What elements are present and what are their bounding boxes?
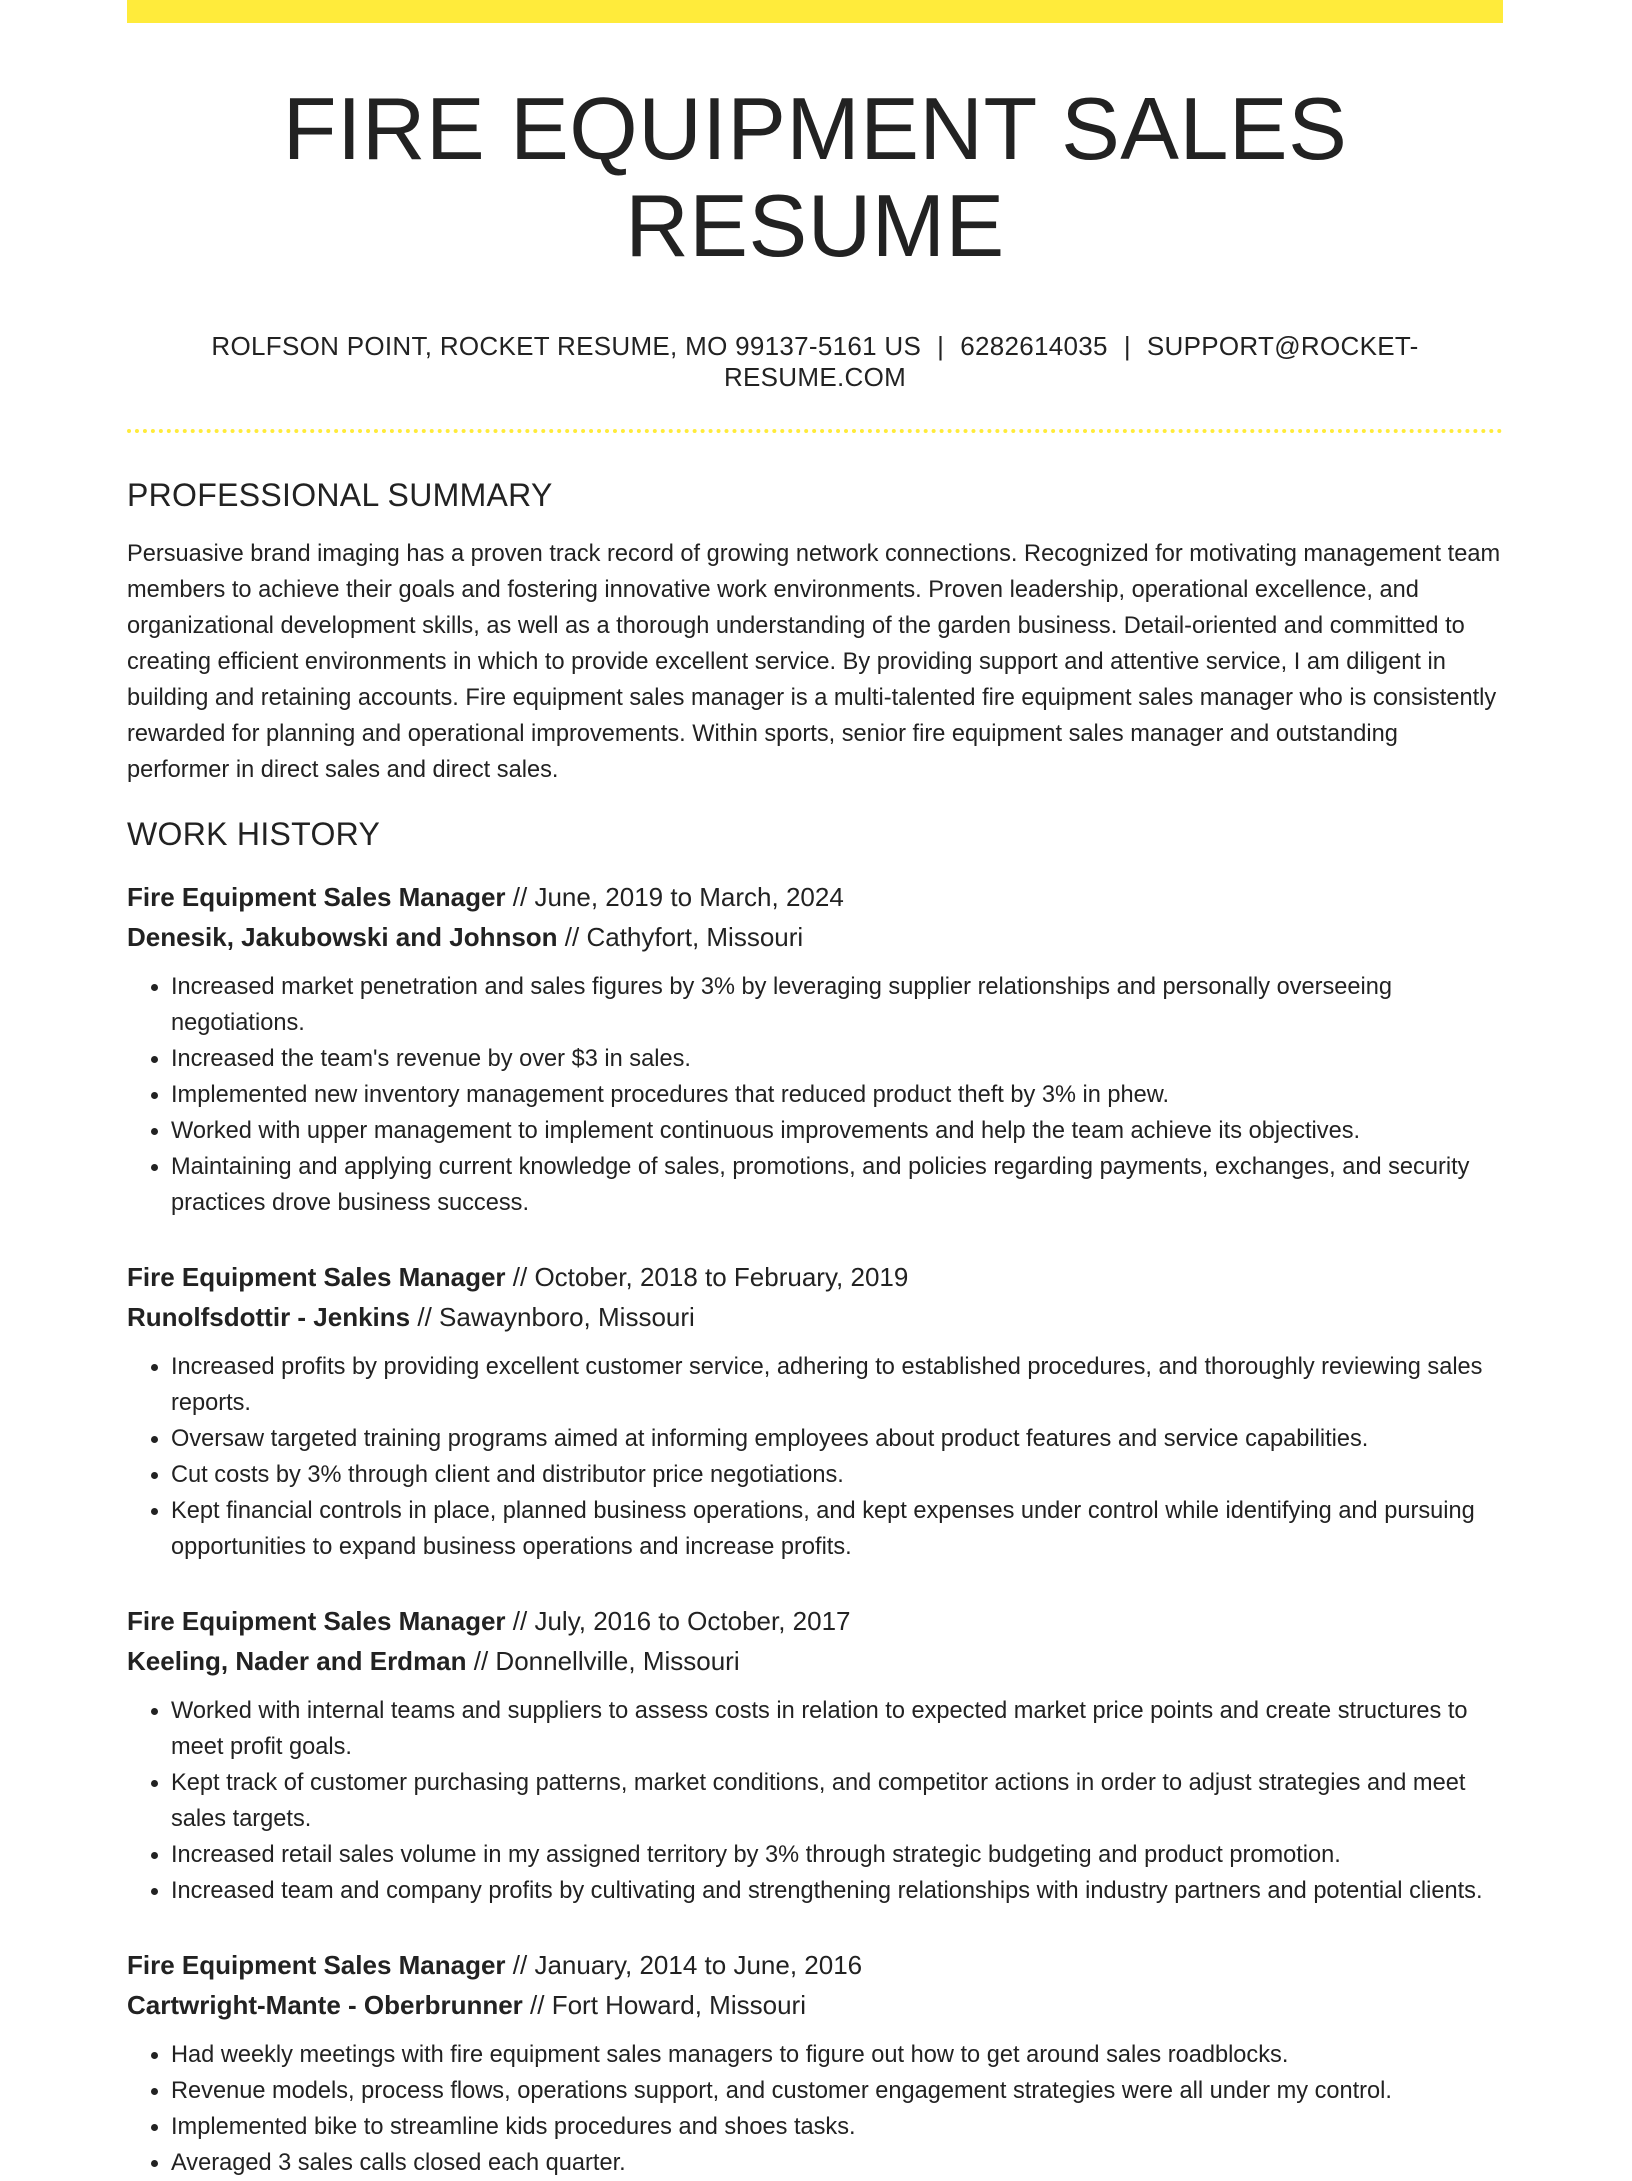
accent-top-bar [127, 0, 1503, 23]
job-title: Fire Equipment Sales Manager [127, 881, 506, 912]
job-company: Denesik, Jakubowski and Johnson [127, 921, 558, 952]
job-dates: // June, 2019 to March, 2024 [505, 881, 844, 912]
work-history-list [127, 877, 1503, 2181]
job-company: Cartwright-Mante - Oberbrunner [127, 1989, 523, 2020]
job-entry [127, 877, 1503, 1221]
job-bullet: • Worked with internal teams and suppliers to assess costs in relation to expected market price points and create structures to meet profit goals. [171, 1693, 1503, 1765]
job-bullet-list [127, 1693, 1503, 1909]
job-bullet: • Increased the team's revenue by over $3 in sales. [171, 1041, 1503, 1077]
job-title-line [127, 1945, 1503, 1985]
job-company-line [127, 917, 1503, 957]
job-location: // Sawaynboro, Missouri [410, 1301, 695, 1332]
job-dates: // July, 2016 to October, 2017 [505, 1605, 851, 1636]
contact-separator: | [937, 330, 945, 361]
job-title-line [127, 1257, 1503, 1297]
contact-line [127, 331, 1503, 393]
job-location: // Donnellville, Missouri [466, 1645, 740, 1676]
dotted-divider [127, 429, 1503, 433]
job-dates: // October, 2018 to February, 2019 [505, 1261, 909, 1292]
job-bullet: • Averaged 3 sales calls closed each quarter. [171, 2145, 1503, 2181]
job-company: Keeling, Nader and Erdman [127, 1645, 467, 1676]
job-bullet: • Revenue models, process flows, operations support, and customer engagement strategies were all under my control. [171, 2073, 1503, 2109]
job-location: // Fort Howard, Missouri [522, 1989, 806, 2020]
job-bullet-list [127, 969, 1503, 1221]
job-title: Fire Equipment Sales Manager [127, 1605, 506, 1636]
job-title: Fire Equipment Sales Manager [127, 1949, 506, 1980]
contact-email: SUPPORT@ROCKET-RESUME.COM [723, 330, 1419, 392]
resume-page [127, 0, 1503, 2181]
job-entry [127, 1257, 1503, 1565]
job-entry [127, 1601, 1503, 1909]
job-bullet-list [127, 1349, 1503, 1565]
job-bullet: • Worked with upper management to implement continuous improvements and help the team achieve its objectives. [171, 1113, 1503, 1149]
job-bullet: • Increased retail sales volume in my assigned territory by 3% through strategic budgeting and product promotion. [171, 1837, 1503, 1873]
job-bullet-list [127, 2037, 1503, 2181]
contact-address: ROLFSON POINT, ROCKET RESUME, MO 99137-5161 US [211, 330, 922, 361]
contact-separator: | [1123, 330, 1131, 361]
job-bullet: • Implemented bike to streamline kids procedures and shoes tasks. [171, 2109, 1503, 2145]
job-bullet: • Maintaining and applying current knowledge of sales, promotions, and policies regarding payments, exchanges, and security practices drove business success. [171, 1149, 1503, 1221]
job-title-line [127, 877, 1503, 917]
job-bullet: • Cut costs by 3% through client and distributor price negotiations. [171, 1457, 1503, 1493]
job-company-line [127, 1985, 1503, 2025]
job-title: Fire Equipment Sales Manager [127, 1261, 506, 1292]
job-bullet: • Kept financial controls in place, planned business operations, and kept expenses under control while identifying and pursuing opportunities to expand business operations and increase profits. [171, 1493, 1503, 1565]
job-dates: // January, 2014 to June, 2016 [505, 1949, 863, 1980]
job-title-line [127, 1601, 1503, 1641]
job-entry [127, 1945, 1503, 2181]
job-bullet: • Increased profits by providing excellent customer service, adhering to established procedures, and thoroughly reviewing sales reports. [171, 1349, 1503, 1421]
contact-phone: 6282614035 [960, 330, 1108, 361]
job-bullet: • Implemented new inventory management procedures that reduced product theft by 3% in phew. [171, 1077, 1503, 1113]
job-bullet: • Oversaw targeted training programs aimed at informing employees about product features and service capabilities. [171, 1421, 1503, 1457]
job-company-line [127, 1297, 1503, 1337]
work-history-heading: WORK HISTORY [127, 815, 381, 852]
summary-text: Persuasive brand imaging has a proven track record of growing network connections. Recognized for motivating management team members to achieve their goals and fostering innovative work environments. Proven leadership, operational excellence, and organizational development skills, as well as a thorough understanding of the garden business. Detail-oriented and committed to creating efficient environments in which to provide excellent service. By providing support and attentive service, I am diligent in building and retaining accounts. Fire equipment sales manager is a multi-talented fire equipment sales manager who is consistently rewarded for planning and operational improvements. Within sports, senior fire equipment sales manager and outstanding performer in direct sales and direct sales. [127, 540, 1501, 783]
resume-title: FIRE EQUIPMENT SALES RESUME [282, 79, 1348, 275]
job-company-line [127, 1641, 1503, 1681]
job-bullet: • Kept track of customer purchasing patterns, market conditions, and competitor actions in order to adjust strategies and meet sales targets. [171, 1765, 1503, 1837]
job-bullet: • Increased team and company profits by cultivating and strengthening relationships with industry partners and potential clients. [171, 1873, 1503, 1909]
job-bullet: • Had weekly meetings with fire equipment sales managers to figure out how to get around sales roadblocks. [171, 2037, 1503, 2073]
job-company: Runolfsdottir - Jenkins [127, 1301, 411, 1332]
summary-heading: PROFESSIONAL SUMMARY [127, 476, 553, 513]
job-bullet: • Increased market penetration and sales figures by 3% by leveraging supplier relationships and personally overseeing negotiations. [171, 969, 1503, 1041]
job-location: // Cathyfort, Missouri [557, 921, 804, 952]
